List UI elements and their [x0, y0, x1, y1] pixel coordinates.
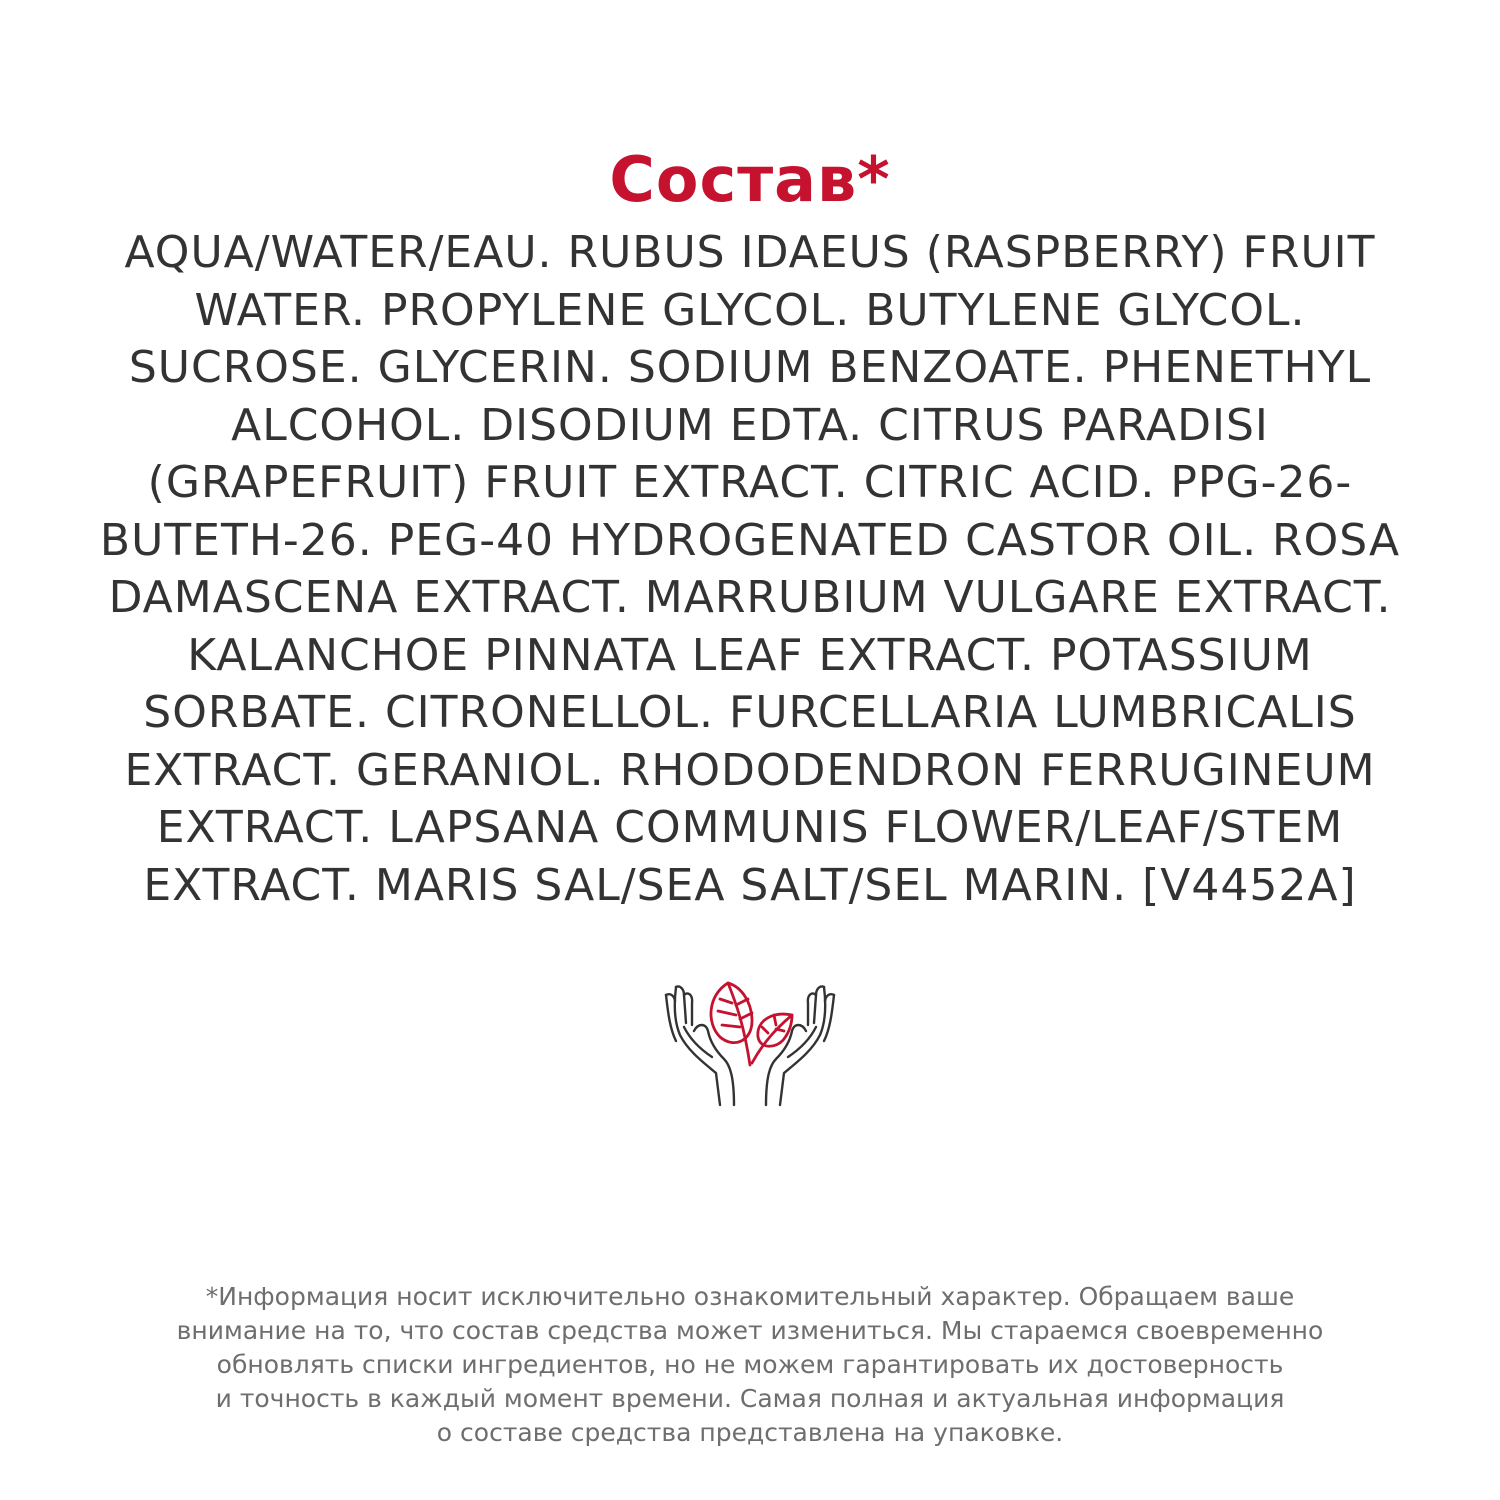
footnote-line: внимание на то, что состав средства может измениться. Мы стараемся своевременно	[176, 1316, 1324, 1345]
ingredients-line: ALCOHOL. DISODIUM EDTA. CITRUS PARADISI	[231, 399, 1269, 451]
ingredients-line: WATER. PROPYLENE GLYCOL. BUTYLENE GLYCOL.	[194, 284, 1306, 336]
ingredients-line: DAMASCENA EXTRACT. MARRUBIUM VULGARE EXTRACT.	[108, 572, 1392, 623]
ingredients-line: EXTRACT. MARIS SAL/SEA SALT/SEL MARIN. [V4452A]	[143, 859, 1357, 911]
hands-holding-leaves-icon	[660, 965, 840, 1110]
ingredients-line: AQUA/WATER/EAU. RUBUS IDAEUS (RASPBERRY) FRUIT	[124, 227, 1376, 278]
footnote-line: о составе средства представлена на упаковке.	[436, 1418, 1064, 1447]
ingredients-line: SUCROSE. GLYCERIN. SODIUM BENZOATE. PHENETHYL	[128, 342, 1372, 393]
ingredients-line: SORBATE. CITRONELLOL. FURCELLARIA LUMBRICALIS	[143, 687, 1357, 738]
ingredients-line: (GRAPEFRUIT) FRUIT EXTRACT. CITRIC ACID. PPG-26-	[147, 457, 1353, 508]
footnote-line: обновлять списки ингредиентов, но не можем гарантировать их достоверность	[216, 1350, 1284, 1379]
ingredients-line: BUTETH-26. PEG-40 HYDROGENATED CASTOR OIL. ROSA	[99, 514, 1401, 566]
ingredients-line: KALANCHOE PINNATA LEAF EXTRACT. POTASSIUM	[187, 629, 1313, 681]
footnote-line: и точность в каждый момент времени. Самая полная и актуальная информация	[215, 1384, 1285, 1413]
ingredients-line: EXTRACT. LAPSANA COMMUNIS FLOWER/LEAF/STEM	[156, 802, 1344, 853]
ingredients-list	[40, 224, 1460, 914]
ingredients-line: EXTRACT. GERANIOL. RHODODENDRON FERRUGINEUM	[124, 744, 1376, 796]
page-title: Состав*	[609, 142, 891, 216]
disclaimer-footnote	[40, 1280, 1460, 1450]
footnote-line: *Информация носит исключительно ознакомительный характер. Обращаем ваше	[205, 1282, 1295, 1311]
